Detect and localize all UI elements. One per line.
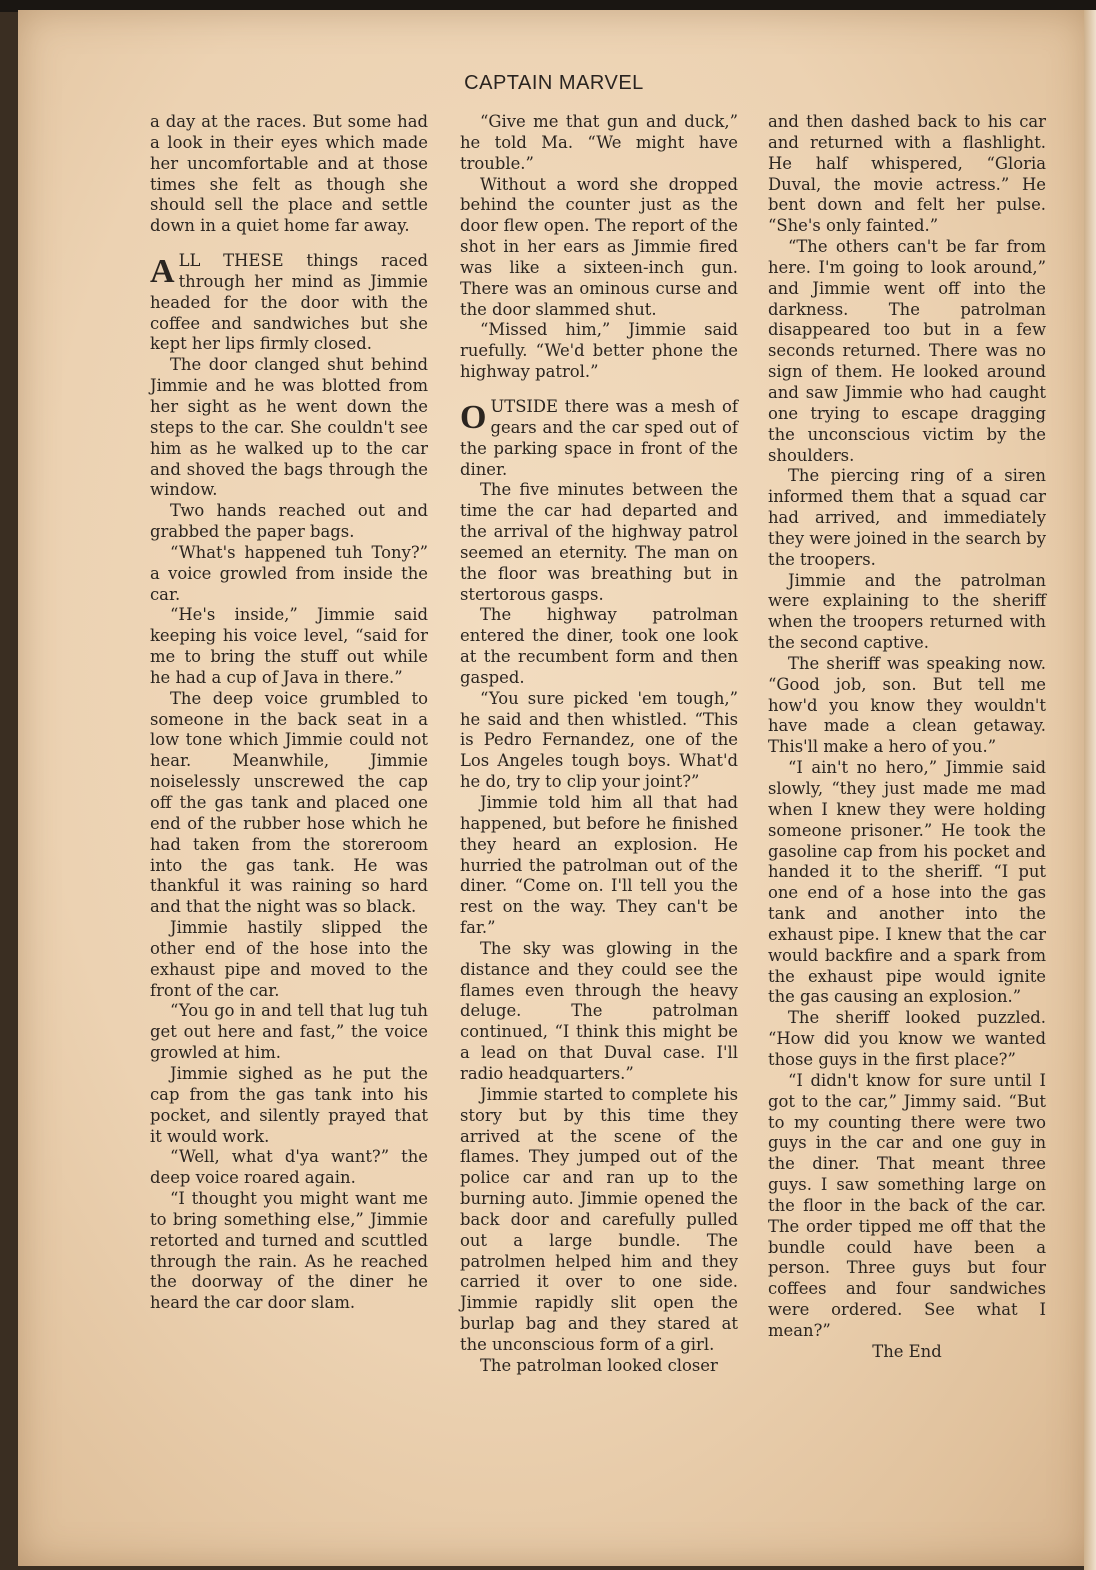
paragraph: “What's happened tuh Tony?” a voice growled from inside the car. bbox=[150, 542, 428, 604]
paragraph: “I didn't know for sure until I got to the car,” Jimmy said. “But to my counting there were two guys in the car and one guy in the diner. That meant three guys. I saw something large on the floor in the back of the car. The order tipped me off that the bundle could have been a person. Three guys but four coffees and four sandwiches were ordered. See what I mean?” bbox=[768, 1070, 1046, 1340]
paragraph: The patrolman looked closer bbox=[480, 1355, 718, 1375]
page-header: CAPTAIN MARVEL bbox=[464, 72, 644, 94]
text-column-3 bbox=[768, 112, 1046, 1363]
page-edge bbox=[1084, 10, 1096, 1570]
section-opening-text: UTSIDE there was a mesh of gears and the car sped out of the parking space in front of the diner. bbox=[460, 396, 738, 479]
paragraph: The sky was glowing in the distance and they could see the flames even through the heavy deluge. The patrolman continued, “I think this might be a lead on that Duval case. I'll radio headquarters.” bbox=[460, 938, 738, 1083]
paragraph: “You sure picked 'em tough,” he said and then whistled. “This is Pedro Fernandez, one of the Los Angeles tough boys. What'd he do, try to clip your joint?” bbox=[460, 688, 738, 792]
paragraph: “I ain't no hero,” Jimmie said slowly, “they just made me mad when I knew they were holding someone prisoner.” He took the gasoline cap from his pocket and handed it to the sheriff. “I put one end of a hose into the gas tank and another into the exhaust pipe. I knew that the car would backfire and a spark from the exhaust pipe would ignite the gas causing an explosion.” bbox=[768, 758, 1046, 1007]
paragraph: “The others can't be far from here. I'm going to look around,” and Jimmie went off into the darkness. The patrolman disappeared too but in a few seconds returned. There was no sign of them. He looked around and saw Jimmie who had caught one trying to escape dragging the unconscious victim by the shoulders. bbox=[768, 237, 1046, 465]
paragraph: Jimmie hastily slipped the other end of the hose into the exhaust pipe and moved to the front of the car. bbox=[150, 918, 428, 1000]
paragraph: The five minutes between the time the car had departed and the arrival of the highway patrol seemed an eternity. The man on the floor was breathing but in stertorous gasps. bbox=[460, 480, 738, 604]
drop-cap: O bbox=[460, 398, 487, 436]
paragraph: “You go in and tell that lug tuh get out here and fast,” the voice growled at him. bbox=[150, 1001, 428, 1063]
paragraph: The door clanged shut behind Jimmie and he was blotted from her sight as he went down the steps to the car. She couldn't see him as he walked up to the car and shoved the bags through the window. bbox=[150, 355, 428, 500]
paragraph: The deep voice grumbled to someone in the back seat in a low tone which Jimmie could not hear. Meanwhile, Jimmie noiselessly unscrewed the cap off the gas tank and placed one end of the rubber hose which he had taken from the storeroom into the gas tank. He was thankful it was raining so hard and that the night was so black. bbox=[150, 688, 428, 917]
paragraph: The sheriff looked puzzled. “How did you know we wanted those guys in the first place?” bbox=[768, 1008, 1046, 1069]
drop-cap: A bbox=[150, 253, 175, 291]
paragraph: “He's inside,” Jimmie said keeping his voice level, “said for me to bring the stuff out while he had a cup of Java in there.” bbox=[150, 605, 428, 687]
paragraph: Jimmie told him all that had happened, but before he finished they heard an explosion. He hurried the patrolman out of the diner. “Come on. I'll tell you the rest on the way. They can't be far.” bbox=[460, 793, 738, 938]
paragraph: Jimmie started to complete his story but by this time they arrived at the scene of the flames. They jumped out of the police car and ran up to the burning auto. Jimmie opened the back door and carefully pulled out a large bundle. The patrolmen helped him and they carried it over to one side. Jimmie rapidly slit open the burlap bag and they stared at the unconscious form of a girl. bbox=[460, 1084, 738, 1354]
paragraph: Jimmie sighed as he put the cap from the gas tank into his pocket, and silently prayed that it would work. bbox=[150, 1063, 428, 1146]
paragraph: “Well, what d'ya want?” the deep voice roared again. bbox=[150, 1147, 428, 1188]
text-column-2 bbox=[460, 112, 738, 1377]
section-opening-text: LL THESE things raced through her mind as Jimmie headed for the door with the coffee and sandwiches but she kept her lips firmly closed. bbox=[150, 251, 428, 354]
paragraph: “Missed him,” Jimmie said ruefully. “We'd better phone the highway patrol.” bbox=[460, 320, 738, 382]
section-opening-paragraph bbox=[460, 397, 738, 480]
paragraph: The highway patrolman entered the diner, took one look at the recumbent form and then gasped. bbox=[460, 605, 738, 687]
paragraph: The piercing ring of a siren informed them that a squad car had arrived, and immediately they were joined in the search by the troopers. bbox=[768, 466, 1046, 569]
text-column-1 bbox=[150, 112, 428, 1314]
paragraph: “I thought you might want me to bring something else,” Jimmie retorted and turned and scuttled through the rain. As he reached the doorway of the diner he heard the car door slam. bbox=[150, 1189, 428, 1313]
section-opening-paragraph bbox=[150, 251, 428, 355]
paragraph: Two hands reached out and grabbed the paper bags. bbox=[150, 501, 428, 542]
paragraph: and then dashed back to his car and returned with a flashlight. He half whispered, “Gloria Duval, the movie actress.” He bent down and felt her pulse. “She's only fainted.” bbox=[768, 112, 1046, 236]
paragraph: “Give me that gun and duck,” he told Ma. “We might have trouble.” bbox=[460, 112, 738, 173]
paragraph: The sheriff was speaking now. “Good job, son. But tell me how'd you know they wouldn't have made a clean getaway. This'll make a hero of you.” bbox=[768, 653, 1046, 757]
paragraph: Jimmie and the patrolman were explaining to the sheriff when the troopers returned with the second captive. bbox=[768, 570, 1046, 653]
story-end: The End bbox=[872, 1341, 942, 1361]
paragraph: a day at the races. But some had a look in their eyes which made her uncomfortable and at those times she felt as though she should sell the place and settle down in a quiet home far away. bbox=[150, 112, 428, 236]
paragraph: Without a word she dropped behind the counter just as the door flew open. The report of the shot in her ears as Jimmie fired was like a sixteen-inch gun. There was an ominous curse and the door slammed shut. bbox=[460, 174, 738, 319]
